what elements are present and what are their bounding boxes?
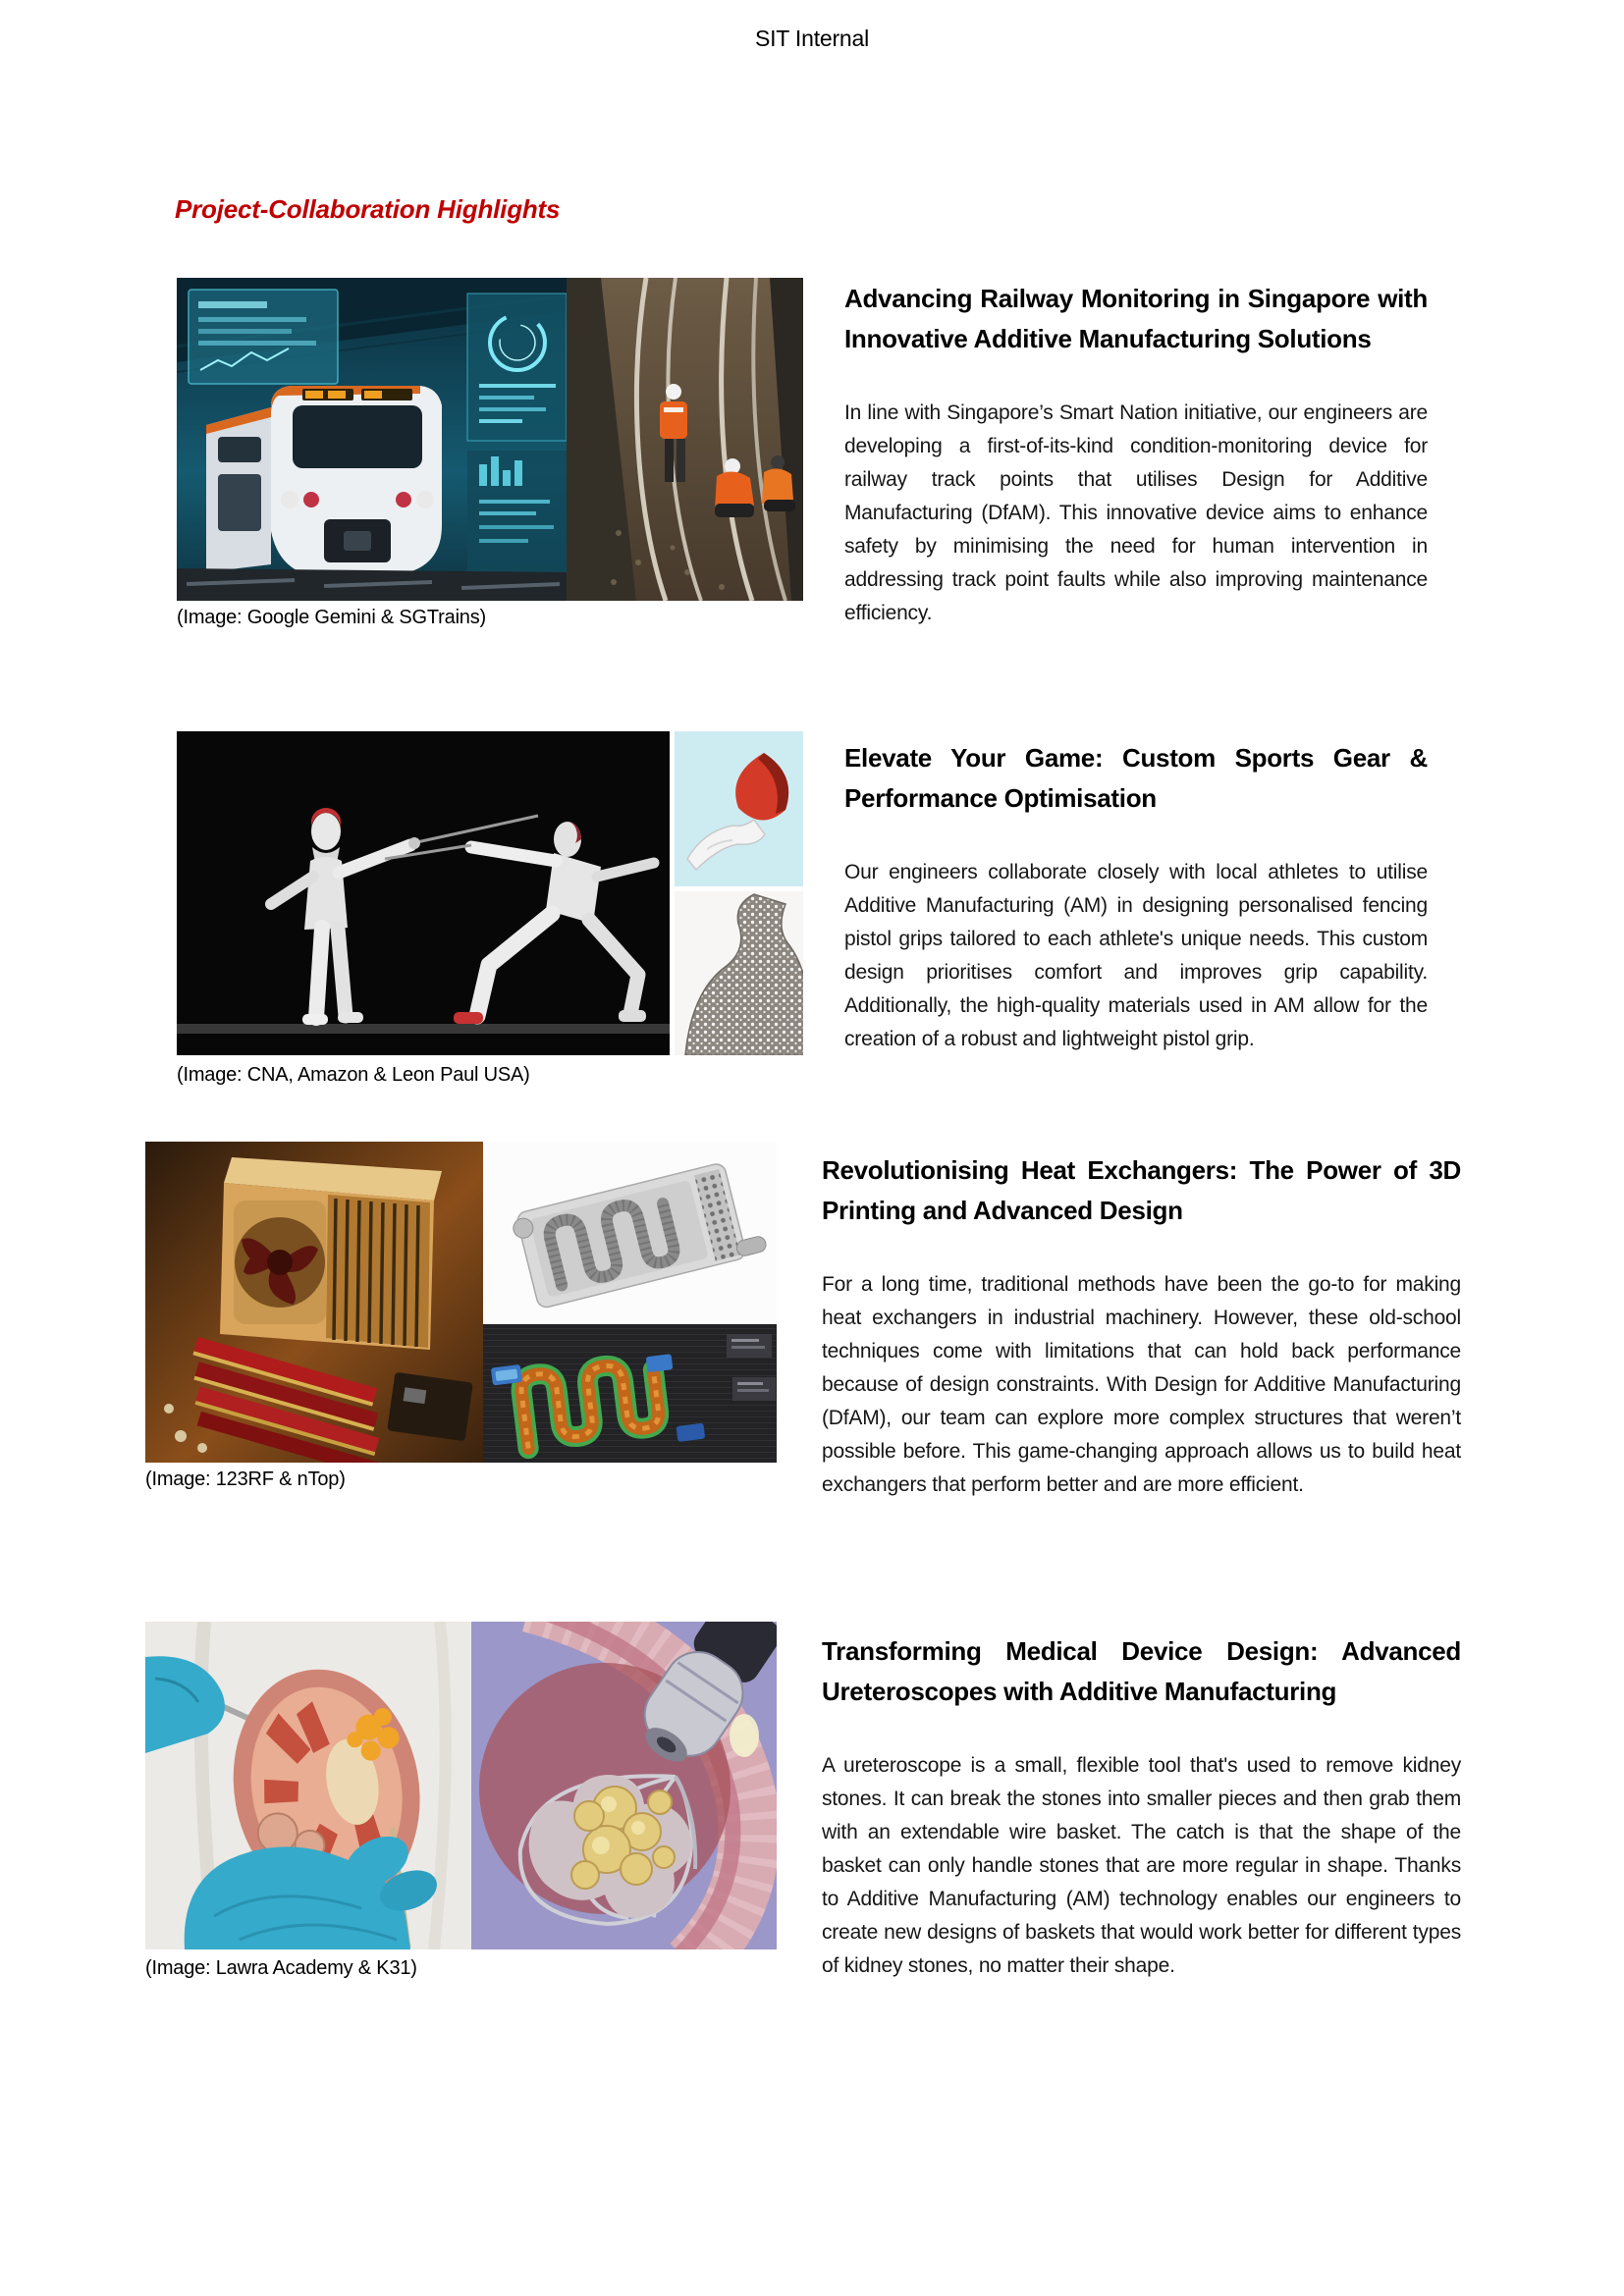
- railway-collage-image: [177, 278, 803, 601]
- image-caption: (Image: CNA, Amazon & Leon Paul USA): [177, 1064, 530, 1086]
- section-medical: [822, 1631, 1461, 1983]
- pistol-grip-photo: [675, 731, 803, 886]
- heatsink-photo: [145, 1142, 483, 1463]
- section-heat-exchanger: [822, 1150, 1461, 1502]
- section-body: A ureteroscope is a small, flexible tool that's used to remove kidney stones. It can break the stones into smaller pieces and then grab them with an extendable wire basket. The catch is that the shape of the basket can only handle stones that are more regular in shape. Thanks to Additive Manufacturing (AM) technology enables our engineers to create new designs of baskets that would work better for different types of kidney stones, no matter their shape.: [822, 1754, 1461, 1977]
- section-railway: [844, 279, 1428, 630]
- thermal-simulation-photo: [483, 1324, 777, 1463]
- section-heading: Revolutionising Heat Exchangers: The Power of 3D Printing and Advanced Design: [822, 1155, 1461, 1225]
- kidney-model-photo: [145, 1622, 471, 1949]
- fencing-collage-image: [177, 731, 803, 1055]
- section-fencing: [844, 738, 1428, 1056]
- classification-header: SIT Internal: [754, 26, 870, 51]
- track-workers-photo: [567, 278, 803, 601]
- section-heading: Advancing Railway Monitoring in Singapore with Innovative Additive Manufacturing Solutions: [844, 284, 1428, 353]
- image-caption: (Image: Lawra Academy & K31): [145, 1957, 417, 1979]
- section-body: For a long time, traditional methods have been the go-to for making heat exchangers in industrial machinery. However, these old-school techniques come with limitations that can hold back performance because of design constraints. With Design for Additive Manufacturing (DfAM), our team can explore more complex structures that weren’t possible before. This game-changing approach allows us to build heat exchangers that perform better and are more efficient.: [822, 1273, 1461, 1496]
- section-body: Our engineers collaborate closely with local athletes to utilise Additive Manufacturing (AM) in designing personalised fencing pistol grips tailored to each athlete's unique needs. This custom design prioritises comfort and improves grip capability. Additionally, the high-quality materials used in AM allow for the creation of a robust and lightweight pistol grip.: [844, 861, 1428, 1050]
- image-caption: (Image: 123RF & nTop): [145, 1468, 346, 1490]
- ureteroscope-illustration: [471, 1622, 777, 1949]
- page-title: Project-Collaboration Highlights: [175, 194, 561, 224]
- lattice-grip-photo: [675, 891, 803, 1055]
- section-body: In line with Singapore’s Smart Nation initiative, our engineers are developing a first-of-its-kind condition-monitoring device for railway track points that utilises Design for Additive Manufacturing (DfAM). This innovative device aims to enhance safety by minimising the need for human intervention in addressing track point faults while also improving maintenance efficiency.: [844, 401, 1428, 624]
- section-heading: Elevate Your Game: Custom Sports Gear & Performance Optimisation: [844, 743, 1428, 813]
- printed-exchanger-photo: [483, 1142, 777, 1324]
- smart-train-photo: [177, 278, 567, 601]
- fencers-photo: [177, 731, 670, 1055]
- section-heading: Transforming Medical Device Design: Advanced Ureteroscopes with Additive Manufacturing: [822, 1636, 1461, 1706]
- heat-exchanger-collage-image: [145, 1142, 777, 1463]
- image-caption: (Image: Google Gemini & SGTrains): [177, 607, 486, 628]
- hud-panel-right: [467, 294, 567, 578]
- hud-panel-left: [189, 290, 338, 384]
- medical-collage-image: [145, 1622, 777, 1949]
